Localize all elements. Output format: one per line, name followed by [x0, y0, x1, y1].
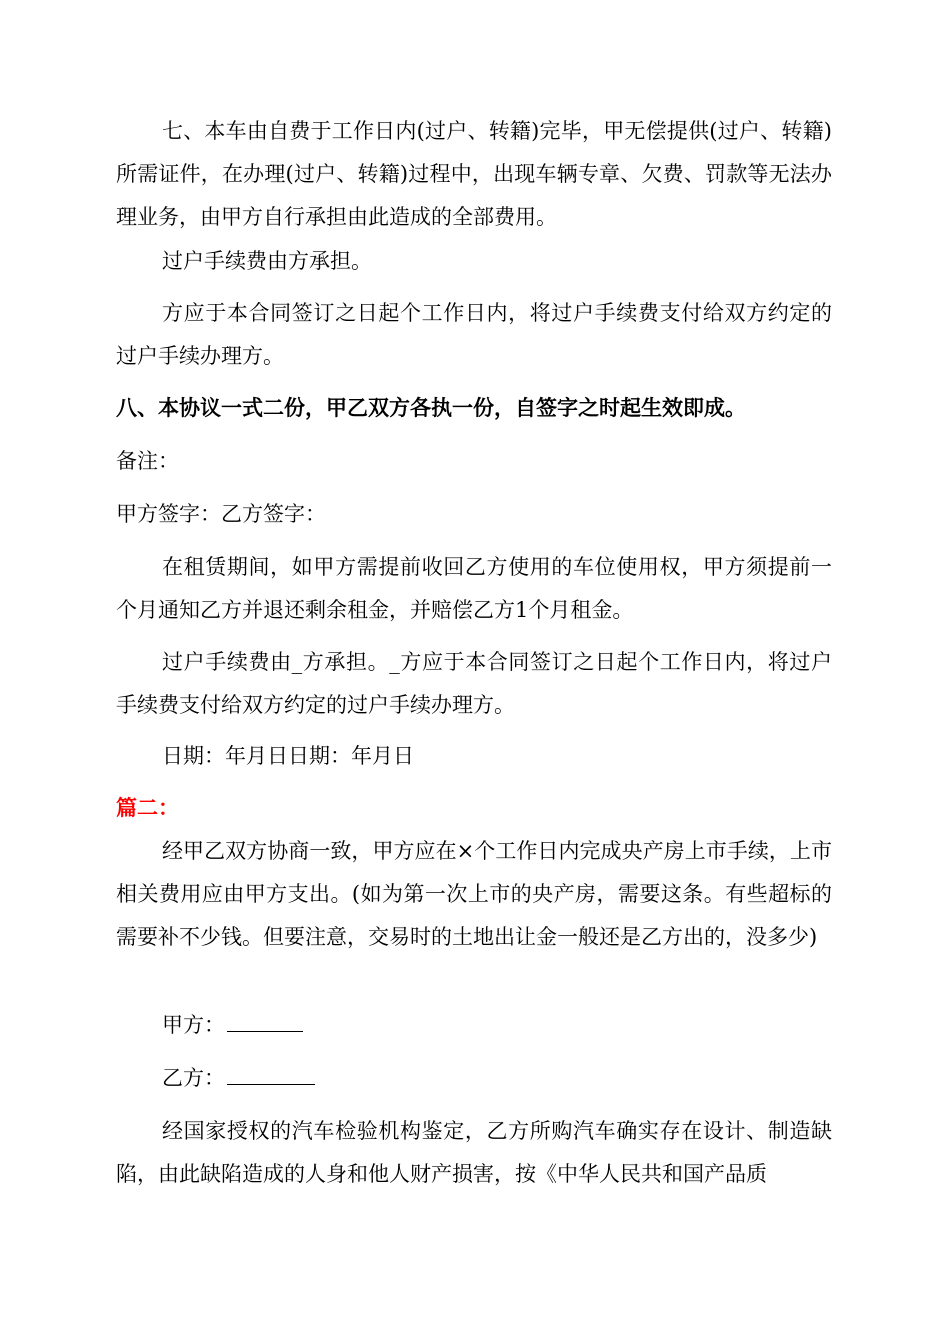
housing-listing-paragraph: 经甲乙双方协商一致，甲方应在×个工作日内完成央产房上市手续，上市相关费用应由甲方支出。(如为第一次上市的央产房，需要这条。有些超标的需要补不少钱。但要注意，交易时的土地出让金一般还是乙方出的，没多少) [116, 839, 832, 949]
signature-line: 甲方签字：乙方签字： [116, 502, 326, 526]
remarks-label: 备注： [116, 449, 179, 473]
defect-liability-paragraph: 经国家授权的汽车检验机构鉴定，乙方所购汽车确实存在设计、制造缺陷，由此缺陷造成的人身和他人财产损害，按《中华人民共和国产品质 [116, 1119, 832, 1186]
party-a-line [116, 1004, 832, 1047]
party-a-blank [227, 1030, 303, 1032]
clause-seven-paragraph: 七、本车由自费于工作日内(过户、转籍)完毕，甲无偿提供(过户、转籍)所需证件，在办理(过户、转籍)过程中，出现车辆专章、欠费、罚款等无法办理业务，由甲方自行承担由此造成的全部费用。 [116, 119, 832, 229]
transfer-fee-payment-paragraph: 方应于本合同签订之日起个工作日内，将过户手续费支付给双方约定的过户手续办理方。 [116, 301, 832, 368]
date-line: 日期：年月日日期：年月日 [162, 744, 414, 768]
party-b-label: 乙方： [162, 1066, 225, 1090]
section-two-heading: 篇二： [116, 796, 179, 820]
party-b-line [116, 1057, 832, 1100]
lease-period-paragraph: 在租赁期间，如甲方需提前收回乙方使用的车位使用权，甲方须提前一个月通知乙方并退还剩余租金，并赔偿乙方1个月租金。 [116, 555, 832, 622]
party-a-label: 甲方： [162, 1013, 225, 1037]
party-b-blank [227, 1083, 315, 1085]
transfer-fee-blank-paragraph: 过户手续费由_方承担。_方应于本合同签订之日起个工作日内，将过户手续费支付给双方约定的过户手续办理方。 [116, 650, 832, 717]
transfer-fee-paragraph: 过户手续费由方承担。 [162, 249, 372, 273]
clause-eight-paragraph: 八、本协议一式二份，甲乙双方各执一份，自签字之时起生效即成。 [116, 396, 746, 420]
